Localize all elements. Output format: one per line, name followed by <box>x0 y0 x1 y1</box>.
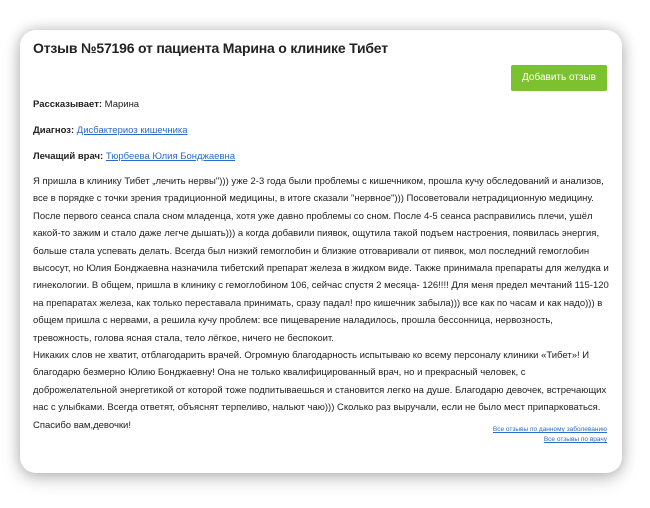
doctor-link[interactable]: Тюрбеева Юлия Бонджаевна <box>105 151 236 162</box>
review-footer-links <box>493 425 607 445</box>
doctor-line <box>33 151 235 162</box>
author-label: Рассказывает: <box>33 99 103 110</box>
review-card <box>20 30 622 473</box>
diagnosis-line <box>33 125 188 136</box>
review-title: Отзыв №57196 от пациента Марина о клинике Тибет <box>33 40 388 56</box>
review-text <box>33 173 611 434</box>
diagnosis-label: Диагноз: <box>33 125 75 136</box>
doctor-reviews-link[interactable]: Все отзывы по врачу <box>543 436 607 443</box>
diagnosis-link[interactable]: Дисбактериоз кишечника <box>76 125 188 136</box>
author-name: Марина <box>104 99 140 110</box>
doctor-label: Лечащий врач: <box>33 151 104 162</box>
review-paragraph: Никаких слов не хватит, отблагодарить врачей. Огромную благодарность испытываю ко всему персоналу клиники «Тибет»! И благодарю безмерно Юлию Бонджаевну! Она не только квалифицированный врач, но и прекрасный человек, с доброжелательной энергетикой от которой тоже подпитываешься и становится легко на душе. Благодарю девочек, встречающих нас с улыбками. Всегда ответят, объяснят терпеливо, нальют чаю))) Сколько раз выручали, если не было мест припарковаться. Спасибо вам,девочки! <box>33 350 607 431</box>
disease-reviews-link[interactable]: Все отзывы по данному заболеванию <box>492 426 607 433</box>
add-review-button[interactable]: Добавить отзыв <box>511 65 607 91</box>
author-line <box>33 99 139 110</box>
review-paragraph: Я пришла в клинику Тибет „лечить нервы"))) уже 2-3 года были проблемы с кишечником, прошла кучу обследований и анализов, все в порядке с точки зрения традиционной медицины, в итоге сказали "нервное"))) Посоветовали нетрадиционную медицину. После первого сеанса спала сном младенца, хотя уже давно проблемы со сном. После 4-5 сеанса расправились плечи, ушёл какой-то зажим и стало даже легче дышать))) а когда добавили пиявок, ощутила такой подъем настроения, появилась энергия, больше стала успевать делать. Всегда был низкий гемоглобин и близкие отговаривали от пиявок, мол последний гемоглобин высосут, но Юлия Бонджаевна назначила тибетский препарат железа в жидком виде. Также принимала препараты для желудка и гинекологии. В общем, пришла в клинику с гемоглобином 106, сейчас спустя 2 месяца- 126!!!! Для меня предел мечтаний 115-120 на препаратах железа, как только переставала принимать, сразу падал! про кишечник забыла))) все как по часам и как надо))) в общем пришла с нервами, а решила кучу проблем: все пищеварение наладилось, прошла бессонница, нервозность, тревожность, голова ясная стала, тело лёгкое, ничего не беспокоит. <box>33 176 609 344</box>
